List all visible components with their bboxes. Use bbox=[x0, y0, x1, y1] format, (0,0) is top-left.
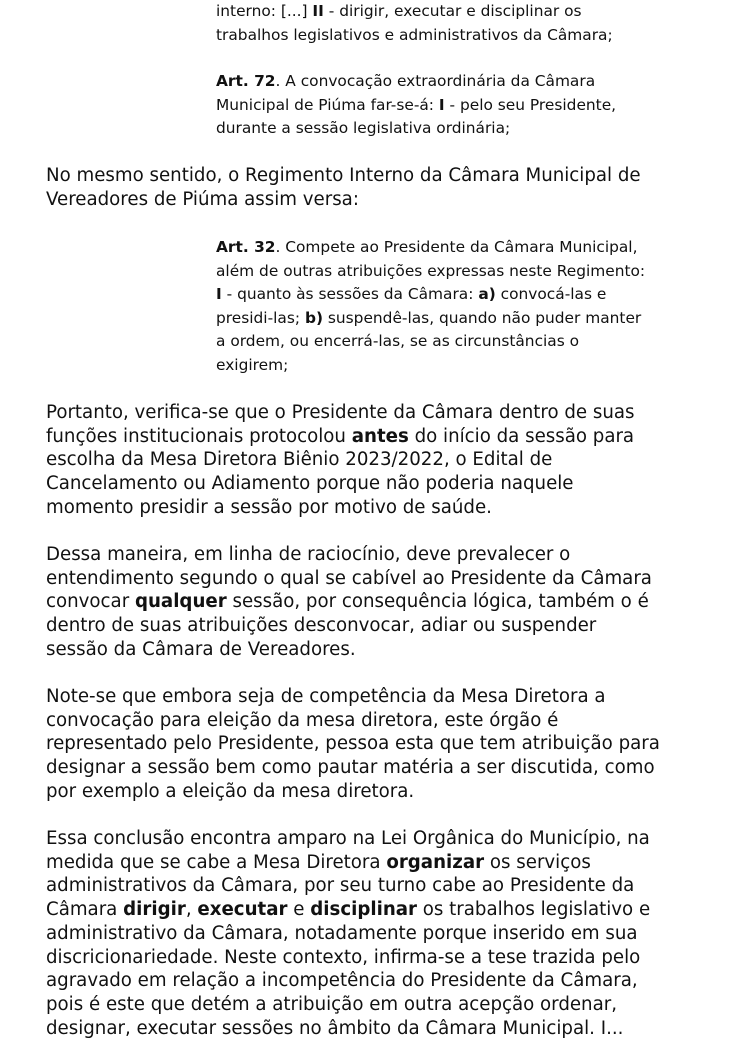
paragraph-text: administrativo da Câmara, notadamente porque inserido em sua bbox=[46, 922, 638, 944]
paragraph-text: agravado em relação a incompetência do Presidente da Câmara, bbox=[46, 970, 638, 992]
paragraph-text: Essa conclusão encontra amparo na Lei Orgânica do Município, na bbox=[46, 828, 650, 849]
paragraph-essa-conclusao bbox=[46, 827, 736, 1040]
quote-art-32 bbox=[216, 236, 716, 377]
paragraph-text: administrativos da Câmara, por seu turno cabe ao Presidente da bbox=[46, 875, 635, 897]
paragraph-text: designar, executar sessões no âmbito da Câmara Municipal. I... bbox=[46, 1017, 624, 1039]
quote-text: - pelo seu Presidente, bbox=[444, 95, 617, 114]
paragraph-text: medida que se cabe a Mesa Diretora bbox=[46, 851, 387, 873]
quote-bold: I bbox=[438, 95, 445, 114]
paragraph-text: dentro de suas atribuições desconvocar, adiar ou suspender bbox=[46, 615, 597, 637]
paragraph-text: por exemplo a eleição da mesa diretora. bbox=[46, 780, 415, 802]
quote-text: - dirigir, executar e disciplinar os bbox=[323, 2, 582, 20]
quote-bold: II bbox=[312, 2, 324, 20]
paragraph-text: discricionariedade. Neste contexto, infirma-se a tese trazida pelo bbox=[46, 946, 641, 968]
quote-text: a ordem, ou encerrá-las, se as circunstâncias o bbox=[216, 332, 580, 350]
paragraph-text: Dessa maneira, em linha de raciocínio, deve prevalecer o bbox=[46, 544, 571, 565]
paragraph-text: momento presidir a sessão por motivo de saúde. bbox=[46, 496, 492, 518]
quote-text: além de outras atribuições expressas neste Regimento: bbox=[216, 261, 646, 280]
quote-inciso-ii bbox=[216, 0, 716, 47]
paragraph-text: convocação para eleição da mesa diretora, este órgão é bbox=[46, 709, 559, 731]
paragraph-text: os trabalhos legislativo e bbox=[417, 899, 651, 921]
quote-text: interno: [...] bbox=[216, 2, 313, 20]
paragraph-text: representado pelo Presidente, pessoa esta que tem atribuição para bbox=[46, 733, 660, 755]
quote-text: - quanto às sessões da Câmara: bbox=[221, 285, 479, 303]
paragraph-text: funções institucionais protocolou bbox=[46, 425, 352, 447]
paragraph-bold: dirigir bbox=[123, 899, 186, 921]
paragraph-text: Câmara bbox=[46, 899, 124, 921]
quote-text: . A convocação extraordinária da Câmara bbox=[275, 72, 596, 90]
quote-text: suspendê-las, quando não puder manter bbox=[323, 308, 642, 327]
paragraph-regimento-intro bbox=[46, 164, 736, 211]
quote-text: presidi-las; bbox=[216, 308, 305, 327]
paragraph-text: convocar bbox=[46, 591, 135, 613]
article-label: Art. 32 bbox=[216, 238, 276, 256]
paragraph-bold: executar bbox=[197, 899, 288, 921]
paragraph-portanto bbox=[46, 401, 736, 520]
quote-text: exigirem; bbox=[216, 355, 289, 374]
paragraph-text: designar a sessão bem como pautar matéria a ser discutida, como bbox=[46, 757, 655, 779]
paragraph-bold: organizar bbox=[386, 851, 485, 873]
paragraph-text: Vereadores de Piúma assim versa: bbox=[46, 188, 359, 210]
quote-text: durante a sessão legislativa ordinária; bbox=[216, 119, 511, 137]
paragraph-text: Note-se que embora seja de competência da Mesa Diretora a bbox=[46, 686, 606, 707]
quote-bold: a) bbox=[478, 285, 496, 303]
paragraph-bold: disciplinar bbox=[310, 899, 418, 921]
quote-bold: I bbox=[216, 285, 222, 303]
paragraph-text: Portanto, verifica-se que o Presidente da Câmara dentro de suas bbox=[46, 402, 635, 423]
paragraph-text: Cancelamento ou Adiamento porque não poderia naquele bbox=[46, 473, 574, 495]
paragraph-bold: qualquer bbox=[134, 591, 227, 613]
paragraph-text: escolha da Mesa Diretora Biênio 2023/2022, o Edital de bbox=[46, 449, 553, 471]
paragraph-text: sessão da Câmara de Vereadores. bbox=[46, 638, 356, 660]
quote-text: convocá-las e bbox=[495, 285, 607, 303]
paragraph-text: pois é este que detém a atribuição em outra acepção ordenar, bbox=[46, 993, 617, 1015]
paragraph-text: e bbox=[287, 899, 311, 921]
paragraph-bold: antes bbox=[351, 425, 409, 447]
paragraph-text: , bbox=[185, 899, 198, 921]
quote-text: trabalhos legislativos e administrativos da Câmara; bbox=[216, 25, 613, 44]
paragraph-text: entendimento segundo o qual se cabível ao Presidente da Câmara bbox=[46, 567, 652, 589]
quote-art-72 bbox=[216, 70, 716, 141]
paragraph-text: os serviços bbox=[484, 851, 591, 873]
paragraph-text: do início da sessão para bbox=[408, 425, 635, 447]
quote-bold: b) bbox=[304, 308, 323, 327]
paragraph-text: sessão, por consequência lógica, também o é bbox=[226, 591, 649, 613]
article-label: Art. 72 bbox=[216, 72, 276, 90]
paragraph-note-se bbox=[46, 685, 736, 804]
quote-text: Municipal de Piúma far-se-á: bbox=[216, 95, 439, 114]
paragraph-dessa-maneira bbox=[46, 543, 736, 662]
paragraph-text: No mesmo sentido, o Regimento Interno da Câmara Municipal de bbox=[46, 165, 641, 186]
quote-text: . Compete ao Presidente da Câmara Municipal, bbox=[275, 238, 638, 256]
